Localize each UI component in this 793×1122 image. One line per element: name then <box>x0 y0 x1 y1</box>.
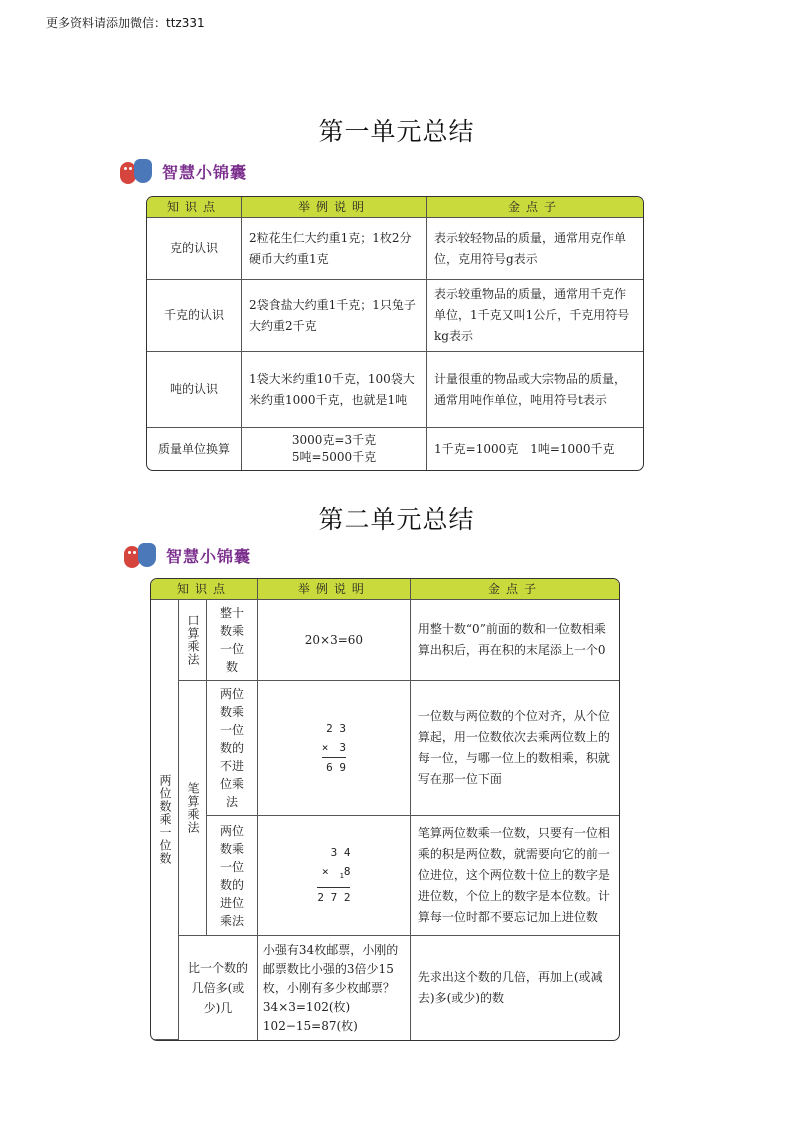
table-row <box>147 352 643 428</box>
tip-cell: 表示较重物品的质量，通常用千克作单位，1千克又叫1公斤，千克用符号kg表示 <box>427 280 643 352</box>
header-tip: 金点子 <box>411 579 619 600</box>
calc-top: 3 4 <box>330 846 351 860</box>
topic-cell: 两位数乘一位数的进位乘法 <box>207 816 258 936</box>
unit2-table <box>150 578 620 1041</box>
unit2-title: 第二单元总结 <box>318 505 475 534</box>
table-row <box>151 816 619 936</box>
calc-top: 2 3 <box>326 721 347 735</box>
tip-cell: 笔算两位数乘一位数，只要有一位相乘的积是两位数，就需要向它的前一位进位，这个两位数十位上的数字是进位数，个位上的数字是本位数。计算每一位时都不要忘记加上进位数 <box>411 816 619 936</box>
tip-cell: 表示较轻物品的质量，通常用克作单位，克用符号g表示 <box>427 218 643 280</box>
topic-cell: 比一个数的几倍多(或少)几 <box>179 936 258 1040</box>
group-label: 两位数乘一位数 <box>158 774 172 865</box>
calc-multiplier <box>317 862 350 886</box>
example-question: 小强有34枚邮票，小刚的邮票数比小强的3倍少15枚，小刚有多少枚邮票？ <box>262 942 399 995</box>
example-cell: 2袋食盐大约重1千克；1只兔子大约重2千克 <box>242 280 427 352</box>
oral-label-cell <box>179 600 207 681</box>
calc-result: 2 7 2 <box>317 887 350 907</box>
tip-cell: 一位数与两位数的个位对齐，从个位算起，用一位数依次去乘两位数上的每一位，与哪一位上的数相乘，积就写在那一位下面 <box>411 681 619 816</box>
unit1-banner <box>118 156 247 186</box>
mascot-icon <box>122 540 160 570</box>
calc-result: 6 9 <box>322 757 346 777</box>
calc-digit: 8 <box>343 865 351 879</box>
table-row <box>147 280 643 352</box>
topic-cell: 整十数乘一位数 <box>207 600 258 681</box>
written-label: 笔算乘法 <box>186 782 200 834</box>
mascot-icon <box>118 156 156 186</box>
header-tip: 金点子 <box>427 197 643 218</box>
example-cell: 20×3=60 <box>258 600 411 681</box>
table-row <box>151 681 619 816</box>
banner-label: 智慧小锦囊 <box>166 546 252 566</box>
table-row <box>151 936 619 1040</box>
topic-cell: 吨的认识 <box>147 352 242 428</box>
tip-cell: 1千克=1000克 1吨=1000千克 <box>434 441 615 456</box>
example-step: 102−15=87(枚) <box>262 1018 358 1033</box>
unit1-title: 第一单元总结 <box>318 117 475 146</box>
vertical-calculation <box>317 843 350 906</box>
banner-label: 智慧小锦囊 <box>162 162 248 182</box>
oral-label: 口算乘法 <box>186 614 200 666</box>
example-line: 3000克=3千克 <box>291 433 377 447</box>
calc-times: × <box>322 865 340 879</box>
written-label-cell <box>179 681 207 936</box>
topic-cell: 两位数乘一位数的不进位乘法 <box>207 681 258 816</box>
topic-cell: 克的认识 <box>147 218 242 280</box>
example-step: 34×3=102(枚) <box>262 999 351 1014</box>
example-cell: 1袋大米约重10千克，100袋大米约重1000千克，也就是1吨 <box>242 352 427 428</box>
unit1-table <box>146 196 644 471</box>
example-cell <box>242 428 427 470</box>
example-cell <box>258 681 411 816</box>
example-line: 5吨=5000千克 <box>291 450 377 464</box>
tip-cell: 先求出这个数的几倍，再加上(或减去)多(或少)的数 <box>417 970 603 1005</box>
vertical-calculation <box>322 719 346 777</box>
header-topic: 知识点 <box>151 579 258 600</box>
group-label-cell <box>151 600 179 1040</box>
top-note: 更多资料请添加微信：ttz331 <box>46 16 205 30</box>
header-example: 举例说明 <box>258 579 411 600</box>
tip-cell: 用整十数“0”前面的数和一位数相乘算出积后，再在积的末尾添上一个0 <box>411 600 619 681</box>
carry-digit: 1 <box>339 872 344 881</box>
example-cell: 2粒花生仁大约重1克；1枚2分硬币大约重1克 <box>242 218 427 280</box>
topic-cell: 千克的认识 <box>147 280 242 352</box>
example-cell <box>258 816 411 936</box>
calc-multiplier: × 3 <box>321 740 347 754</box>
topic-cell: 质量单位换算 <box>147 428 242 470</box>
header-topic: 知识点 <box>147 197 242 218</box>
tip-cell: 计量很重的物品或大宗物品的质量，通常用吨作单位，吨用符号t表示 <box>427 352 643 428</box>
example-cell <box>258 936 411 1040</box>
table-row <box>147 428 643 470</box>
unit2-banner <box>122 540 251 570</box>
table-row <box>151 600 619 681</box>
header-example: 举例说明 <box>242 197 427 218</box>
table-row <box>147 218 643 280</box>
